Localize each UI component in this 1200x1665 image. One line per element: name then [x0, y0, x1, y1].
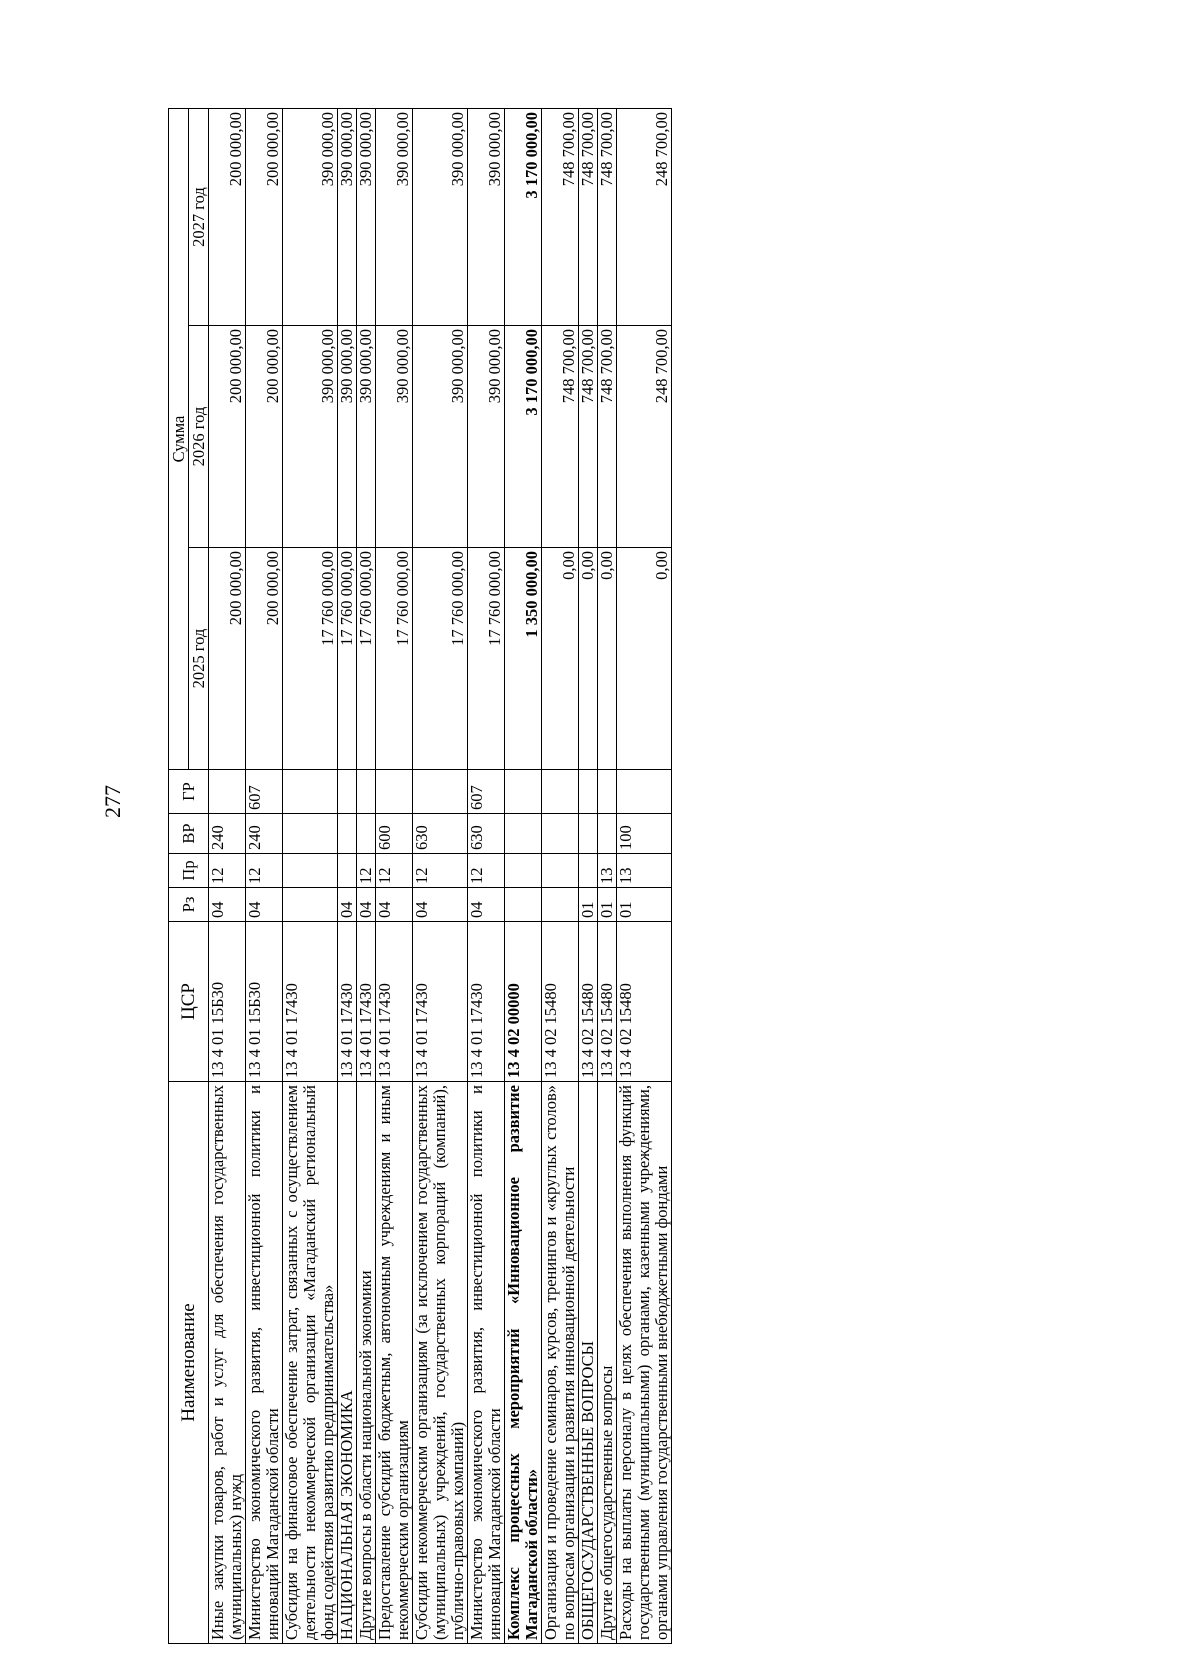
row-2027-amount: 390 000,00 [338, 108, 357, 325]
row-csr-cell: 13 4 02 00000 [505, 922, 542, 1082]
row-vr-cell [505, 814, 542, 854]
row-2027-amount: 748 700,00 [598, 108, 617, 325]
table-row [598, 108, 617, 1643]
row-name-cell: НАЦИОНАЛЬНАЯ ЭКОНОМИКА [338, 1082, 357, 1644]
budget-table [168, 108, 672, 1644]
row-2027-amount: 390 000,00 [283, 108, 338, 325]
header-year-2027: 2027 год [189, 108, 209, 325]
header-vr: ВР [169, 814, 209, 854]
table-row [579, 108, 598, 1643]
row-name-cell: Организация и проведение семинаров, курсов, тренингов и «круглых столов» по вопросам организации и развития инновационной деятельности [542, 1082, 579, 1644]
table-row [413, 108, 468, 1643]
row-2026-amount: 390 000,00 [413, 326, 468, 548]
row-2026-amount: 748 700,00 [542, 326, 579, 548]
row-vr-cell [357, 814, 376, 854]
row-rz-cell: 04 [338, 888, 357, 922]
row-rz-cell: 04 [413, 888, 468, 922]
row-csr-cell: 13 4 01 17430 [338, 922, 357, 1082]
row-rz-cell: 04 [357, 888, 376, 922]
row-2026-amount: 390 000,00 [283, 326, 338, 548]
row-rz-cell: 01 [579, 888, 598, 922]
row-name-cell: Другие общегосударственные вопросы [598, 1082, 617, 1644]
row-gr-cell: 607 [246, 770, 283, 814]
table-row [617, 108, 672, 1643]
row-gr-cell [357, 770, 376, 814]
row-pr-cell [579, 854, 598, 888]
row-2027-amount: 390 000,00 [413, 108, 468, 325]
header-year-2025: 2025 год [189, 548, 209, 770]
row-2026-amount: 390 000,00 [357, 326, 376, 548]
row-name-cell: Министерство экономического развития, инвестиционной политики и инноваций Магаданской области [246, 1082, 283, 1644]
row-2027-amount: 390 000,00 [468, 108, 505, 325]
row-gr-cell: 607 [468, 770, 505, 814]
row-vr-cell: 100 [617, 814, 672, 854]
row-csr-cell: 13 4 01 17430 [376, 922, 413, 1082]
row-2025-amount: 1 350 000,00 [505, 548, 542, 770]
row-rz-cell [542, 888, 579, 922]
row-pr-cell [338, 854, 357, 888]
row-name-cell: Предоставление субсидий бюджетным, автономным учреждениям и иным некоммерческим организациям [376, 1082, 413, 1644]
row-2027-amount: 390 000,00 [376, 108, 413, 325]
rotated-table-container [168, 109, 1068, 1644]
row-csr-cell: 13 4 01 15Б30 [209, 922, 246, 1082]
header-year-2026: 2026 год [189, 326, 209, 548]
row-2025-amount: 200 000,00 [209, 548, 246, 770]
row-vr-cell: 240 [209, 814, 246, 854]
row-2025-amount: 17 760 000,00 [357, 548, 376, 770]
header-sum: Сумма [169, 108, 189, 769]
row-name-cell: Другие вопросы в области национальной экономики [357, 1082, 376, 1644]
row-2025-amount: 200 000,00 [246, 548, 283, 770]
row-vr-cell: 240 [246, 814, 283, 854]
row-2025-amount: 17 760 000,00 [338, 548, 357, 770]
row-vr-cell [598, 814, 617, 854]
row-csr-cell: 13 4 01 17430 [283, 922, 338, 1082]
row-pr-cell: 12 [246, 854, 283, 888]
row-2027-amount: 248 700,00 [617, 108, 672, 325]
row-csr-cell: 13 4 02 15480 [617, 922, 672, 1082]
row-pr-cell [505, 854, 542, 888]
row-2027-amount: 3 170 000,00 [505, 108, 542, 325]
table-body [209, 108, 672, 1643]
row-gr-cell [505, 770, 542, 814]
row-vr-cell: 630 [468, 814, 505, 854]
row-gr-cell [617, 770, 672, 814]
row-csr-cell: 13 4 01 15Б30 [246, 922, 283, 1082]
row-pr-cell: 12 [357, 854, 376, 888]
row-csr-cell: 13 4 01 17430 [468, 922, 505, 1082]
row-name-cell: Субсидия на финансовое обеспечение затрат, связанных с осуществлением деятельности некоммерческой организации «Магаданский региональный фонд содействия развитию предпринимательства» [283, 1082, 338, 1644]
row-vr-cell [579, 814, 598, 854]
row-gr-cell [579, 770, 598, 814]
table-row [283, 108, 338, 1643]
row-rz-cell: 04 [246, 888, 283, 922]
row-gr-cell [376, 770, 413, 814]
row-rz-cell: 04 [468, 888, 505, 922]
row-rz-cell [505, 888, 542, 922]
row-pr-cell: 12 [468, 854, 505, 888]
row-2027-amount: 200 000,00 [246, 108, 283, 325]
row-vr-cell [542, 814, 579, 854]
row-2026-amount: 200 000,00 [246, 326, 283, 548]
row-vr-cell: 630 [413, 814, 468, 854]
table-row [542, 108, 579, 1643]
row-rz-cell: 01 [617, 888, 672, 922]
row-2027-amount: 748 700,00 [579, 108, 598, 325]
row-vr-cell [338, 814, 357, 854]
row-2027-amount: 390 000,00 [357, 108, 376, 325]
table-row [376, 108, 413, 1643]
row-2026-amount: 390 000,00 [376, 326, 413, 548]
row-2027-amount: 200 000,00 [209, 108, 246, 325]
row-2025-amount: 17 760 000,00 [468, 548, 505, 770]
row-rz-cell: 01 [598, 888, 617, 922]
page-number: 277 [100, 785, 125, 818]
row-2025-amount: 0,00 [598, 548, 617, 770]
header-pr: Пр [169, 854, 209, 888]
row-name-cell: ОБЩЕГОСУДАРСТВЕННЫЕ ВОПРОСЫ [579, 1082, 598, 1644]
row-gr-cell [283, 770, 338, 814]
row-vr-cell: 600 [376, 814, 413, 854]
row-rz-cell: 04 [376, 888, 413, 922]
row-gr-cell [413, 770, 468, 814]
row-2026-amount: 390 000,00 [468, 326, 505, 548]
row-2025-amount: 0,00 [617, 548, 672, 770]
row-gr-cell [209, 770, 246, 814]
row-2026-amount: 3 170 000,00 [505, 326, 542, 548]
row-name-cell: Иные закупки товаров, работ и услуг для обеспечения государственных (муниципальных) нужд [209, 1082, 246, 1644]
row-2025-amount: 0,00 [542, 548, 579, 770]
row-2025-amount: 0,00 [579, 548, 598, 770]
row-2026-amount: 248 700,00 [617, 326, 672, 548]
row-pr-cell [283, 854, 338, 888]
row-2027-amount: 748 700,00 [542, 108, 579, 325]
row-pr-cell: 12 [209, 854, 246, 888]
row-pr-cell: 12 [376, 854, 413, 888]
row-2026-amount: 748 700,00 [579, 326, 598, 548]
row-name-cell: Комплекс процессных мероприятий «Инновационное развитие Магаданской области» [505, 1082, 542, 1644]
row-pr-cell: 13 [617, 854, 672, 888]
row-2026-amount: 390 000,00 [338, 326, 357, 548]
row-pr-cell: 13 [598, 854, 617, 888]
row-2026-amount: 748 700,00 [598, 326, 617, 548]
header-name: Наименование [169, 1082, 209, 1644]
row-2025-amount: 17 760 000,00 [283, 548, 338, 770]
table-row [338, 108, 357, 1643]
header-gr: ГР [169, 770, 209, 814]
row-csr-cell: 13 4 02 15480 [579, 922, 598, 1082]
row-pr-cell: 12 [413, 854, 468, 888]
row-csr-cell: 13 4 02 15480 [542, 922, 579, 1082]
row-csr-cell: 13 4 01 17430 [357, 922, 376, 1082]
table-row [246, 108, 283, 1643]
row-csr-cell: 13 4 02 15480 [598, 922, 617, 1082]
row-rz-cell [283, 888, 338, 922]
row-rz-cell: 04 [209, 888, 246, 922]
row-2025-amount: 17 760 000,00 [413, 548, 468, 770]
header-csr: ЦСР [169, 922, 209, 1082]
row-csr-cell: 13 4 01 17430 [413, 922, 468, 1082]
row-gr-cell [598, 770, 617, 814]
row-name-cell: Министерство экономического развития, инвестиционной политики и инноваций Магаданской области [468, 1082, 505, 1644]
header-rz: Рз [169, 888, 209, 922]
row-name-cell: Субсидии некоммерческим организациям (за исключением государственных (муниципальных) учреждений, государственных корпораций (компаний), публично-правовых компаний) [413, 1082, 468, 1644]
row-pr-cell [542, 854, 579, 888]
table-row [468, 108, 505, 1643]
row-2025-amount: 17 760 000,00 [376, 548, 413, 770]
row-vr-cell [283, 814, 338, 854]
row-gr-cell [338, 770, 357, 814]
table-row [209, 108, 246, 1643]
row-name-cell: Расходы на выплаты персоналу в целях обеспечения выполнения функций государственными (муниципальными) органами, казенными учреждениями, органами управления государственными внебюджетными фондами [617, 1082, 672, 1644]
table-row [357, 108, 376, 1643]
table-row [505, 108, 542, 1643]
row-2026-amount: 200 000,00 [209, 326, 246, 548]
row-gr-cell [542, 770, 579, 814]
